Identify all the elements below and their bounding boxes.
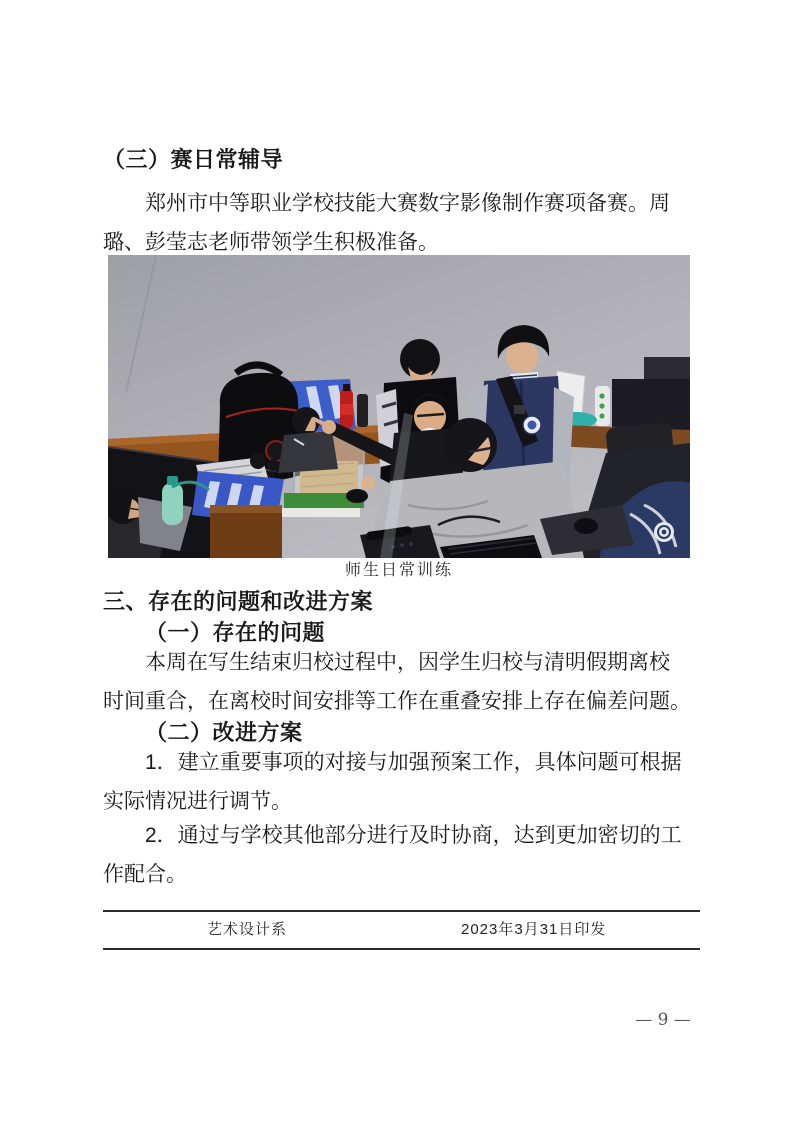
- para-competition-prep: [103, 184, 704, 262]
- section-3-heading: [103, 147, 283, 173]
- improvement-item-1: [103, 743, 704, 821]
- para-line: 本周在写生结束归校过程中，因学生归校与清明假期离校: [145, 651, 670, 674]
- page-number: — 9 —: [635, 1010, 691, 1030]
- section-3-title: 赛日常辅导: [170, 147, 284, 172]
- thermos: [357, 394, 368, 427]
- footer-row: [103, 911, 700, 948]
- para-line: 作配合。: [103, 863, 187, 886]
- training-photo-illustration: [108, 255, 690, 558]
- headphones: [267, 459, 279, 471]
- subheading-existing-problems: （一）存在的问题: [145, 620, 326, 645]
- footer-rule-bottom: [103, 948, 700, 950]
- subheading-improvement-plan: （二）改进方案: [145, 720, 303, 745]
- wooden-speaker: [210, 505, 282, 558]
- para-line: 郑州市中等职业学校技能大赛数字影像制作赛项备赛。周: [145, 192, 670, 215]
- headphones: [250, 453, 266, 469]
- para-line: 时间重合，在离校时间安排等工作在重叠安排上存在偏差问题。: [103, 690, 691, 713]
- para-line: 2．通过与学校其他部分进行及时协商，达到更加密切的工: [145, 824, 682, 847]
- para-line: 1．建立重要事项的对接与加强预案工作，具体问题可根据: [145, 751, 682, 774]
- para-existing-problems: [103, 643, 704, 721]
- coke-bottle: [340, 384, 353, 429]
- footer-department: 艺术设计系: [207, 921, 288, 938]
- training-photo: [108, 255, 690, 558]
- photo-caption: 师生日常训练: [344, 560, 453, 579]
- section-main-heading: 三、存在的问题和改进方案: [103, 589, 374, 614]
- improvement-item-2: [103, 816, 704, 894]
- para-line: 实际情况进行调节。: [103, 790, 292, 813]
- para-line: 璐、彭莹志老师带领学生积极准备。: [103, 231, 439, 254]
- section-3-number: （三）: [103, 147, 171, 173]
- footer-issue-date: 2023年3月31日印发: [461, 921, 607, 938]
